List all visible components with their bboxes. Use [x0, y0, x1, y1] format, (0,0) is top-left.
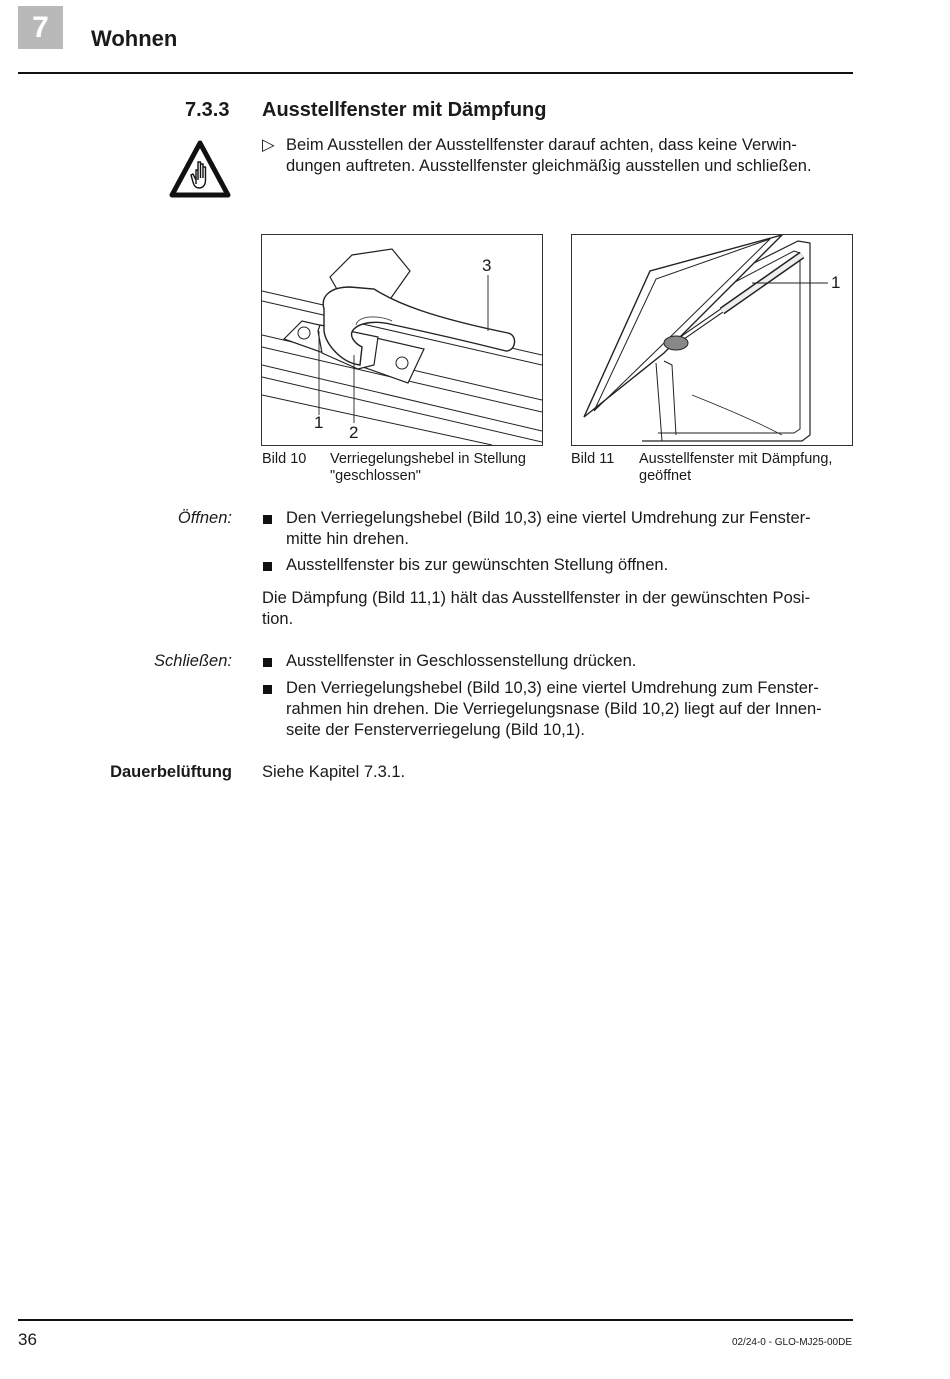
oeffnen-bullet-1-line-2: mitte hin drehen. — [286, 530, 409, 548]
figure-11-label: Bild 11 — [571, 451, 615, 467]
figure-10-label: Bild 10 — [262, 451, 307, 467]
figure-10-callout-1: 1 — [314, 413, 324, 432]
chapter-title: Wohnen — [91, 26, 178, 51]
schliessen-bullet-1: Ausstellfenster in Geschlossenstellung drücken. — [286, 652, 637, 670]
warning-line-1: Beim Ausstellen der Ausstellfenster darauf achten, dass keine Verwin- — [286, 136, 797, 154]
dauer-label: Dauerbelüftung — [110, 763, 232, 781]
warning-line-2: dungen auftreten. Ausstellfenster gleichmäßig ausstellen und schließen. — [286, 157, 812, 175]
figure-11-callout-1: 1 — [831, 273, 841, 292]
oeffnen-note-line-1: Die Dämpfung (Bild 11,1) hält das Ausstellfenster in der gewünschten Posi- — [262, 589, 811, 607]
bullet-square — [263, 562, 272, 571]
section-number: 7.3.3 — [185, 99, 230, 121]
schliessen-label: Schließen: — [154, 652, 232, 670]
schliessen-bullet-2-line-3: seite der Fensterverriegelung (Bild 10,1). — [286, 721, 585, 739]
section-title: Ausstellfenster mit Dämpfung — [262, 99, 547, 121]
page-number: 36 — [18, 1330, 37, 1349]
schliessen-bullet-2-line-1: Den Verriegelungshebel (Bild 10,3) eine viertel Umdrehung zum Fenster- — [286, 679, 819, 697]
schliessen-bullet-2-line-2: rahmen hin drehen. Die Verriegelungsnase (Bild 10,2) liegt auf der Innen- — [286, 700, 822, 718]
warning-hand-icon — [169, 140, 231, 198]
figure-10-caption-line-1: Verriegelungshebel in Stellung — [330, 451, 526, 467]
document-reference: 02/24-0 - GLO-MJ25-00DE — [731, 1337, 852, 1348]
oeffnen-label: Öffnen: — [177, 509, 232, 527]
oeffnen-note-line-2: tion. — [262, 610, 294, 628]
figure-10-callout-2: 2 — [349, 423, 359, 442]
figure-10-caption-line-2: "geschlossen" — [330, 468, 421, 484]
oeffnen-bullet-1-line-1: Den Verriegelungshebel (Bild 10,3) eine viertel Umdrehung zur Fenster- — [286, 509, 811, 527]
footer-rule — [18, 1319, 853, 1321]
figure-11-damped-window — [571, 234, 853, 446]
figure-10-callout-3: 3 — [482, 256, 492, 275]
chapter-number-badge: 7 — [18, 6, 63, 49]
bullet-square — [263, 658, 272, 667]
figure-10-locking-lever — [261, 234, 543, 446]
oeffnen-bullet-2: Ausstellfenster bis zur gewünschten Stellung öffnen. — [286, 556, 669, 574]
header-rule — [18, 72, 853, 74]
bullet-square — [263, 515, 272, 524]
bullet-square — [263, 685, 272, 694]
figure-11-caption-line-1: Ausstellfenster mit Dämpfung, — [639, 451, 833, 467]
dauer-text: Siehe Kapitel 7.3.1. — [262, 763, 406, 781]
figure-11-caption-line-2: geöffnet — [639, 468, 692, 484]
warning-marker: ▷ — [262, 136, 275, 154]
